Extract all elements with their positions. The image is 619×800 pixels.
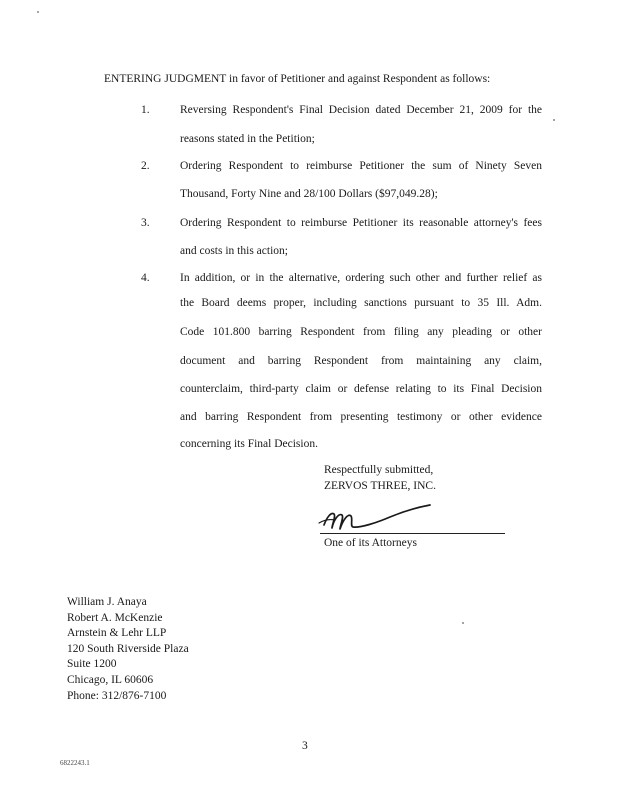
item-1-line-2: reasons stated in the Petition; bbox=[180, 133, 315, 145]
address-line: 120 South Riverside Plaza bbox=[67, 642, 189, 655]
item-3-line-1: Ordering Respondent to reimburse Petitioner its reasonable attorney's fees bbox=[180, 217, 542, 229]
item-4-line-2: the Board deems proper, including sanctions pursuant to 35 Ill. Adm. bbox=[180, 297, 542, 309]
item-4-number: 4. bbox=[141, 272, 150, 284]
firm-name: ZERVOS THREE, INC. bbox=[324, 480, 436, 492]
document-id: 6822243.1 bbox=[60, 759, 90, 767]
item-4-line-4: document and barring Respondent from maintaining any claim, bbox=[180, 355, 542, 367]
item-4-line-1: In addition, or in the alternative, ordering such other and further relief as bbox=[180, 272, 542, 284]
item-4-line-7: concerning its Final Decision. bbox=[180, 438, 318, 450]
item-1-number: 1. bbox=[141, 104, 150, 116]
signature-line bbox=[320, 533, 505, 534]
address-line: Robert A. McKenzie bbox=[67, 611, 163, 624]
address-line: Chicago, IL 60606 bbox=[67, 673, 154, 686]
page-number: 3 bbox=[302, 740, 308, 752]
attorney-address-block bbox=[67, 595, 189, 704]
address-line: Phone: 312/876-7100 bbox=[67, 689, 167, 702]
item-4-line-3: Code 101.800 barring Respondent from filing any pleading or other bbox=[180, 326, 542, 338]
address-line: Suite 1200 bbox=[67, 658, 117, 671]
item-2-number: 2. bbox=[141, 160, 150, 172]
item-4-line-5: counterclaim, third-party claim or defense relating to its Final Decision bbox=[180, 383, 542, 395]
item-3-line-2: and costs in this action; bbox=[180, 245, 288, 257]
item-2-line-2: Thousand, Forty Nine and 28/100 Dollars ($97,049.28); bbox=[180, 188, 438, 200]
item-4-line-6: and barring Respondent from presenting testimony or other evidence bbox=[180, 411, 542, 423]
handwritten-signature bbox=[316, 503, 441, 537]
item-2-line-1: Ordering Respondent to reimburse Petitioner the sum of Ninety Seven bbox=[180, 160, 542, 172]
signature-caption: One of its Attorneys bbox=[324, 537, 417, 549]
closing-text: Respectfully submitted, bbox=[324, 464, 434, 476]
item-1-line-1: Reversing Respondent's Final Decision dated December 21, 2009 for the bbox=[180, 104, 542, 116]
address-line: William J. Anaya bbox=[67, 596, 147, 608]
scan-speck bbox=[462, 622, 464, 624]
judgment-intro: ENTERING JUDGMENT in favor of Petitioner and against Respondent as follows: bbox=[104, 73, 491, 85]
scan-speck bbox=[553, 119, 555, 121]
item-3-number: 3. bbox=[141, 217, 150, 229]
address-line: Arnstein & Lehr LLP bbox=[67, 627, 167, 640]
scan-speck bbox=[37, 11, 39, 13]
